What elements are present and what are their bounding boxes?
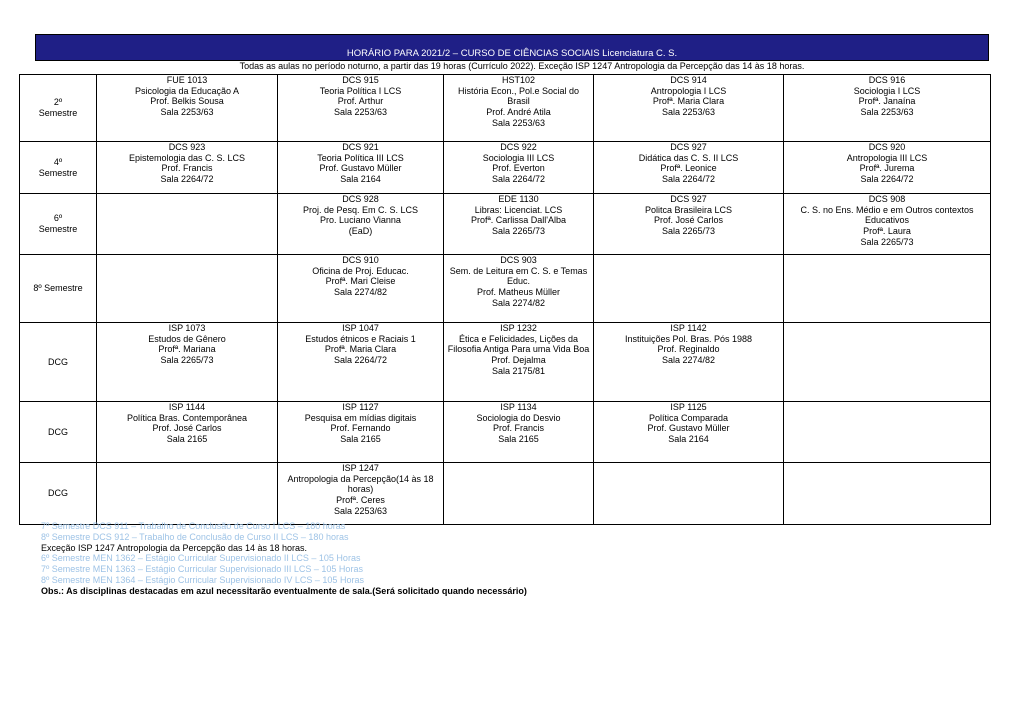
- course-cell-line: Prof. Matheus Müller: [476, 287, 561, 298]
- course-cell: [278, 142, 444, 194]
- course-cell-line: (EaD): [348, 226, 373, 237]
- course-cell-line: Sala 2253/63: [491, 117, 546, 128]
- course-cell-line: ISP 1247: [342, 463, 379, 473]
- row-label-line: 6º: [53, 213, 63, 224]
- title-banner: [35, 34, 989, 61]
- course-cell-line: Prof. Gustavo Müller: [647, 423, 730, 434]
- course-cell-line: ISP 1047: [342, 323, 379, 333]
- course-cell: [97, 402, 278, 463]
- course-cell-line: Profª. Mari Cleise: [325, 276, 396, 287]
- course-cell: [97, 75, 278, 142]
- note-line: Exceção ISP 1247 Antropologia da Percepção das 14 às 18 horas.: [41, 542, 308, 553]
- course-cell-line: Sala 2264/72: [860, 174, 914, 185]
- course-cell-line: FUE 1013: [166, 75, 208, 85]
- schedule-subtitle: Todas as aulas no período noturno, a partir das 19 horas (Currículo 2022). Exceção ISP 1247 Antropologia da Percepção das 14 às 18 horas.: [239, 61, 805, 71]
- course-cell-line: DCS 927: [670, 142, 707, 152]
- course-cell-line: Sala 2253/63: [333, 107, 388, 118]
- note-line: 6º Semestre MEN 1362 – Estágio Curricular Supervisionado II LCS – 105 Horas: [41, 553, 361, 564]
- course-cell: [594, 142, 784, 194]
- course-cell-line: ISP 1232: [500, 323, 537, 333]
- course-cell-line: DCS 910: [342, 255, 379, 265]
- course-cell: [444, 255, 594, 323]
- course-cell-line: Sala 2253/63: [860, 107, 914, 118]
- course-cell-line: Profª. Janaína: [858, 96, 916, 107]
- course-cell: [594, 402, 784, 463]
- course-cell-line: Prof. José Carlos: [152, 423, 222, 434]
- course-cell-line: Sala 2175/81: [491, 365, 546, 376]
- course-cell: [784, 323, 991, 402]
- note-line: 7º Semestre MEN 1363 – Estágio Curricular Supervisionado III LCS – 105 Horas: [41, 564, 363, 575]
- course-cell: [278, 255, 444, 323]
- course-cell: [444, 194, 594, 255]
- course-cell-line: Antropologia III LCS: [846, 152, 928, 163]
- course-cell-line: Sala 2264/72: [160, 174, 214, 185]
- course-cell-line: Libras: Licenciat. LCS: [474, 204, 563, 215]
- course-cell: [784, 463, 991, 525]
- course-cell: [784, 255, 991, 323]
- table-row: [20, 463, 991, 525]
- course-cell-line: Politca Brasileira LCS: [644, 204, 733, 215]
- course-cell: [97, 142, 278, 194]
- table-row: [20, 255, 991, 323]
- course-cell-line: Sala 2164: [668, 434, 709, 445]
- course-cell-line: Teoria Política I LCS: [319, 85, 402, 96]
- course-cell-line: Prof. André Atila: [486, 107, 551, 118]
- course-cell-line: Profª. Carlissa Dall'Alba: [470, 215, 567, 226]
- row-label: [20, 463, 97, 525]
- table-row: [20, 323, 991, 402]
- course-cell-line: DCS 908: [868, 194, 906, 204]
- course-cell: [278, 75, 444, 142]
- table-row: [20, 75, 991, 142]
- course-cell: [444, 142, 594, 194]
- row-label-line: DCG: [48, 426, 68, 437]
- course-cell: [444, 463, 594, 525]
- course-cell-line: DCS 914: [670, 75, 707, 85]
- course-cell-line: Profª. Leonice: [660, 163, 717, 174]
- course-cell-line: Sala 2274/82: [333, 287, 388, 298]
- course-cell-line: Sem. de Leitura em C. S. e Temas Educ.: [449, 265, 588, 287]
- row-label: [20, 323, 97, 402]
- course-cell: [784, 75, 991, 142]
- course-cell-line: Sala 2165: [498, 434, 539, 445]
- course-cell-line: Ética e Felicidades, Lições da Filosofia Antiga Para uma Vida Boa: [447, 333, 590, 355]
- table-row: [20, 194, 991, 255]
- course-cell: [278, 194, 444, 255]
- note-line: Obs.: As disciplinas destacadas em azul necessitarão eventualmente de sala.(Será solicitado quando necessário): [41, 585, 527, 596]
- course-cell-line: Sala 2265/73: [860, 236, 914, 247]
- course-cell-line: DCS 915: [342, 75, 379, 85]
- course-cell: [444, 402, 594, 463]
- row-label-line: 8º Semestre: [33, 283, 83, 294]
- row-label-line: 2º: [53, 97, 63, 108]
- course-cell: [784, 142, 991, 194]
- course-cell-line: ISP 1125: [670, 402, 707, 412]
- course-cell-line: Pro. Luciano Vianna: [320, 215, 401, 226]
- course-cell-line: Sala 2253/63: [160, 107, 214, 118]
- row-label-line: DCG: [48, 488, 68, 499]
- document-page: [35, 34, 989, 72]
- course-cell-line: Profª. Laura: [863, 226, 911, 237]
- table-row: [20, 402, 991, 463]
- course-cell-line: Política Bras. Contemporânea: [126, 412, 248, 423]
- course-cell-line: Sala 2265/73: [160, 355, 214, 366]
- course-cell-line: Profª. Maria Clara: [324, 344, 397, 355]
- course-cell-line: Sala 2274/82: [661, 355, 716, 366]
- course-cell-line: Sala 2165: [340, 434, 381, 445]
- course-cell: [594, 255, 784, 323]
- course-cell: [594, 194, 784, 255]
- course-cell: [784, 194, 991, 255]
- course-cell-line: DCS 927: [670, 194, 707, 204]
- course-cell: [278, 402, 444, 463]
- course-cell-line: DCS 922: [500, 142, 537, 152]
- course-cell-line: C. S. no Ens. Médio e em Outros contextos Educativos: [800, 204, 974, 226]
- row-label-line: 4º: [53, 156, 63, 167]
- course-cell: [97, 463, 278, 525]
- course-cell-line: Estudos de Gênero: [148, 333, 226, 344]
- note-line: 8º Semestre MEN 1364 – Estágio Curricular Supervisionado IV LCS – 105 Horas: [41, 574, 364, 585]
- course-cell-line: Sociologia do Desvio: [476, 412, 561, 423]
- course-cell-line: Oficina de Proj. Educac.: [312, 265, 409, 276]
- course-cell-line: Sala 2264/72: [661, 174, 716, 185]
- course-cell-line: Prof. José Carlos: [653, 215, 724, 226]
- course-cell-line: Prof. Dejalma: [491, 355, 546, 366]
- course-cell-line: Estudos étnicos e Raciais 1: [305, 333, 416, 344]
- course-cell-line: Antropologia I LCS: [650, 85, 727, 96]
- course-cell-line: Epistemologia das C. S. LCS: [128, 152, 246, 163]
- course-cell-line: Prof. Arthur: [337, 96, 384, 107]
- course-cell-line: Sala 2264/72: [333, 355, 388, 366]
- course-cell-line: Teoria Política III LCS: [317, 152, 404, 163]
- course-cell: [97, 255, 278, 323]
- course-cell-line: DCS 920: [868, 142, 906, 152]
- course-cell-line: Proj. de Pesq. Em C. S. LCS: [302, 204, 419, 215]
- course-cell-line: DCS 921: [342, 142, 379, 152]
- course-cell: [278, 323, 444, 402]
- course-cell: [594, 463, 784, 525]
- row-label: [20, 194, 97, 255]
- table-row: [20, 142, 991, 194]
- course-cell-line: Prof. Belkis Sousa: [150, 96, 224, 107]
- course-cell-line: Profª. Mariana: [158, 344, 216, 355]
- row-label-line: Semestre: [38, 108, 78, 118]
- course-cell-line: Profª. Jurema: [859, 163, 915, 174]
- course-cell: [444, 75, 594, 142]
- course-cell-line: ISP 1144: [168, 402, 206, 412]
- row-label: [20, 255, 97, 323]
- course-cell-line: Sala 2265/73: [491, 226, 546, 237]
- course-cell-line: Didática das C. S. II LCS: [638, 152, 739, 163]
- course-cell-line: HST102: [501, 75, 536, 85]
- course-cell-line: DCS 928: [342, 194, 379, 204]
- course-cell-line: DCS 923: [168, 142, 206, 152]
- note-line: 7º Semestre DCS 911 – Trabalho de Conclusão de Curso I LCS – 180 horas: [41, 521, 346, 531]
- course-cell-line: Sociologia III LCS: [482, 152, 555, 163]
- row-label-line: Semestre: [38, 224, 78, 234]
- course-cell-line: Sala 2253/63: [661, 107, 716, 118]
- course-cell-line: Sala 2165: [166, 434, 208, 445]
- course-cell-line: Profª. Maria Clara: [652, 96, 725, 107]
- row-label-line: Semestre: [38, 167, 78, 178]
- course-cell-line: Prof. Reginaldo: [657, 344, 720, 355]
- course-cell-line: Prof. Everton: [492, 163, 545, 174]
- course-cell-line: ISP 1142: [670, 323, 707, 333]
- page-title: HORÁRIO PARA 2021/2 – CURSO DE CIÊNCIAS SOCIAIS Licenciatura C. S.: [346, 48, 678, 59]
- course-cell-line: Profª. Ceres: [336, 495, 385, 506]
- course-cell-line: Prof. Fernando: [330, 423, 391, 434]
- course-cell-line: Prof. Francis: [161, 163, 213, 174]
- course-cell: [97, 194, 278, 255]
- course-cell-line: ISP 1073: [168, 323, 206, 333]
- row-label-line: DCG: [48, 356, 68, 367]
- row-label: [20, 142, 97, 194]
- schedule-table: [19, 74, 991, 525]
- course-cell-line: Sala 2274/82: [491, 297, 546, 308]
- course-cell: [278, 463, 444, 525]
- course-cell-line: Antropologia da Percepção(14 às 18 horas): [287, 473, 434, 495]
- course-cell-line: EDE 1130: [498, 194, 539, 204]
- course-cell-line: Sociologia I LCS: [853, 85, 921, 96]
- course-cell: [444, 323, 594, 402]
- course-cell-line: Sala 2265/73: [661, 226, 716, 237]
- notes-section: [41, 521, 527, 597]
- course-cell-line: Instituições Pol. Bras. Pós 1988: [624, 333, 753, 344]
- course-cell-line: Prof. Gustavo Müller: [319, 163, 402, 174]
- row-label: [20, 75, 97, 142]
- course-cell-line: Prof. Francis: [492, 423, 544, 434]
- row-label: [20, 402, 97, 463]
- course-cell-line: DCS 916: [868, 75, 906, 85]
- note-line: 8º Semestre DCS 912 – Trabalho de Conclusão de Curso II LCS – 180 horas: [41, 531, 349, 542]
- course-cell: [594, 75, 784, 142]
- course-cell-line: História Econ., Pol.e Social do Brasil: [457, 85, 580, 107]
- course-cell: [97, 323, 278, 402]
- course-cell-line: Sala 2264/72: [491, 174, 546, 185]
- course-cell-line: DCS 903: [500, 255, 537, 265]
- course-cell-line: Sala 2164: [340, 174, 381, 185]
- course-cell: [594, 323, 784, 402]
- course-cell-line: Pesquisa em mídias digitais: [304, 412, 417, 423]
- course-cell-line: Sala 2253/63: [333, 505, 388, 516]
- course-cell-line: Política Comparada: [648, 412, 729, 423]
- course-cell: [784, 402, 991, 463]
- course-cell-line: ISP 1134: [500, 402, 537, 412]
- course-cell-line: Psicologia da Educação A: [134, 85, 240, 96]
- course-cell-line: ISP 1127: [342, 402, 379, 412]
